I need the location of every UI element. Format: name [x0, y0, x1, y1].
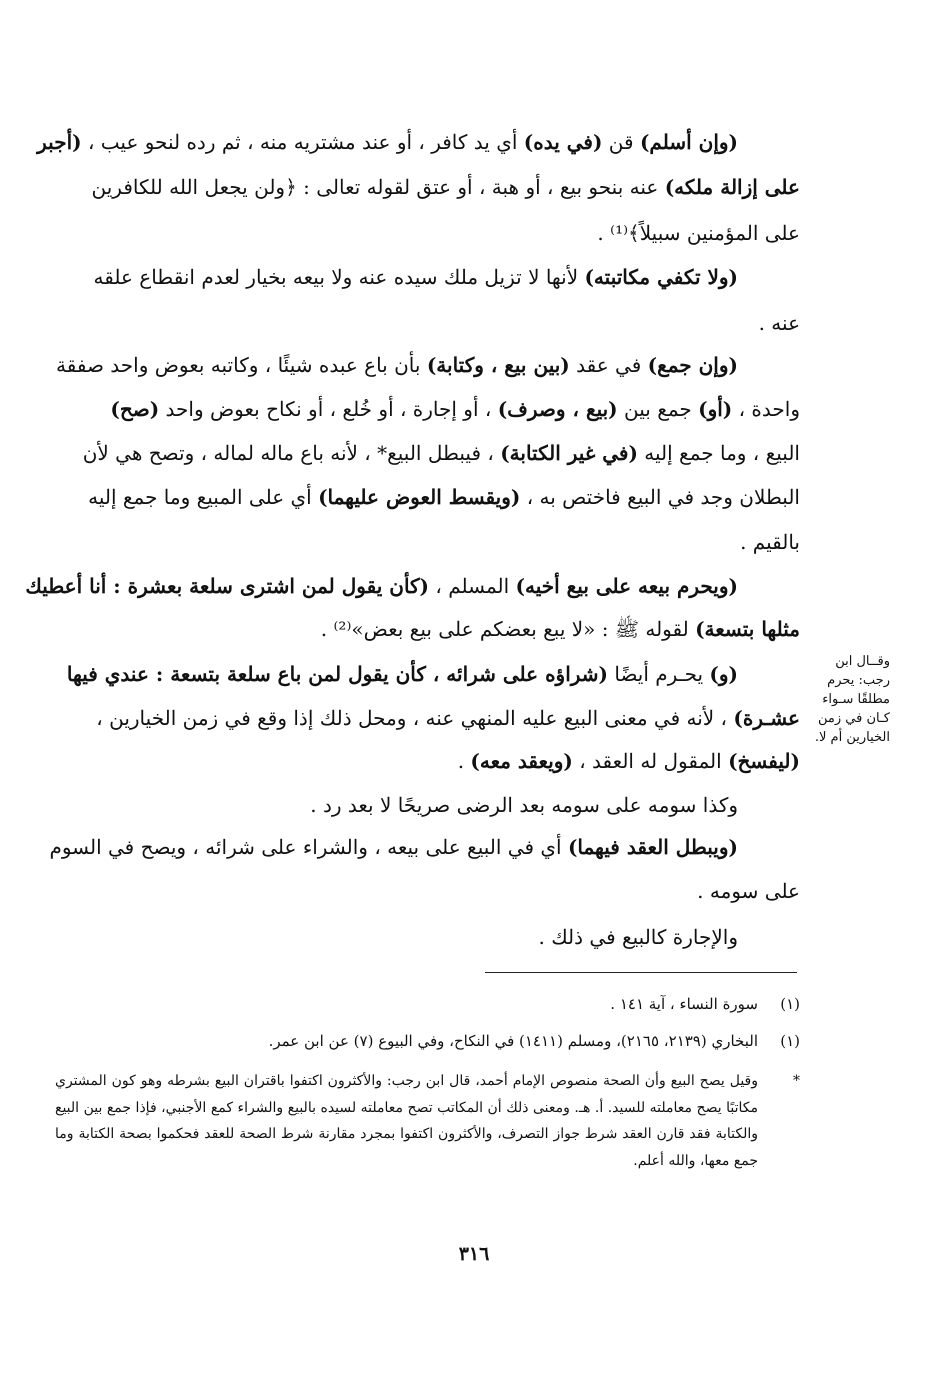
bold-phrase: (كأن يقول لمن اشترى سلعة بعشرة : أنا أعطيك [25, 574, 430, 598]
text-run: أي في البيع على بيعه ، والشراء على شرائه ، ويصح في السوم [49, 835, 568, 859]
text-line [55, 308, 800, 340]
text-run: ، فيبطل البيع* ، لأنه باع ماله لماله ، وتصح هي لأن [82, 441, 501, 465]
text-run: والإجارة كالبيع في ذلك . [538, 925, 738, 949]
text-run: البطلان وجد في البيع فاختص به ، [520, 485, 800, 509]
bold-phrase: (شراؤه على شرائه ، كأن يقول لمن باع سلعة بتسعة : عندي فيها [66, 662, 609, 686]
text-run: المسلم ، [429, 574, 516, 598]
bold-phrase: (ويحرم بيعه على بيع أخيه) [515, 574, 738, 598]
bold-phrase: (ولا تكفي مكاتبته) [584, 265, 738, 289]
text-run: وكذا سومه على سومه بعد الرضى صريحًا لا بعد رد . [310, 793, 738, 817]
footnote-text: سورة النساء ، آية ١٤١ . [610, 995, 758, 1013]
text-line [55, 482, 800, 514]
text-line [55, 746, 800, 778]
footnote-2 [55, 1028, 800, 1054]
text-line [55, 659, 800, 691]
text-line [55, 262, 800, 294]
text-run: على سومه . [697, 879, 800, 903]
bold-phrase: (ويبطل العقد فيهما) [567, 835, 738, 859]
bold-phrase: عشـرة) [733, 706, 800, 730]
text-run: لقوله ﷺ : «لا يبع بعضكم على بيع بعض» [351, 617, 696, 641]
text-run: واحدة ، [732, 397, 800, 421]
text-run: جمع بين [617, 397, 699, 421]
text-line [55, 614, 800, 646]
bold-phrase: (ويقسط العوض عليهما) [318, 485, 521, 509]
text-line [55, 703, 800, 735]
bold-phrase: (بيع ، وصرف) [497, 397, 618, 421]
page-number: ٣١٦ [458, 1243, 490, 1265]
bold-phrase: (أو) [698, 397, 733, 421]
text-run: يحـرم أيضًا [608, 662, 710, 686]
text-run: أي على المبيع وما جمع إليه [88, 485, 319, 509]
text-run: . [457, 749, 471, 773]
text-line [49, 832, 800, 864]
text-line [55, 350, 800, 382]
margin-note: وقــال ابن رجب: يحرم مطلقًا سـواء كـان في زمن الخيارين أم لا. [814, 654, 890, 745]
text-line [55, 790, 800, 822]
text-run: البيع ، وما جمع إليه [637, 441, 800, 465]
text-run: قن [602, 130, 640, 154]
footnote-divider [485, 972, 797, 973]
text-run: ، أو إجارة ، أو خُلع ، أو نكاح بعوض واحد [159, 397, 498, 421]
bold-phrase: (أجبر [37, 130, 82, 154]
footnote-text: البخاري (٢١٣٩، ٢١٦٥)، ومسلم (١٤١١) في النكاح، وفي البيوع (٧) عن ابن عمر. [268, 1032, 758, 1050]
bold-phrase: (في غير الكتابة) [500, 441, 638, 465]
bold-phrase: (بين بيع ، وكتابة) [426, 353, 570, 377]
text-line [55, 527, 800, 559]
text-run: المقول له العقد ، [572, 749, 729, 773]
text-run: ، لأنه في معنى البيع عليه المنهي عنه ، ومحل ذلك إذا وقع في زمن الخيارين ، [96, 706, 734, 730]
bold-phrase: (وإن جمع) [647, 353, 738, 377]
text-line [55, 438, 800, 470]
text-run: في عقد [569, 353, 648, 377]
bold-phrase: (ليفسخ) [728, 749, 800, 773]
bold-phrase: (ويعقد معه) [470, 749, 573, 773]
text-run: ⁽²⁾ . [320, 617, 352, 641]
bold-phrase: (و) [709, 662, 738, 686]
text-run: عنه بنحو بيع ، أو هبة ، أو عتق لقوله تعالى : ﴿ولن يجعل الله للكافرين [91, 175, 665, 199]
text-run: عنه . [758, 311, 800, 335]
footnote-number: (١) [780, 1032, 800, 1050]
text-run: لأنها لا تزيل ملك سيده عنه ولا بيعه بخيار لعدم انقطاع علقه [93, 265, 585, 289]
bold-phrase: (صح) [110, 397, 160, 421]
text-line [55, 922, 800, 954]
bold-phrase: (في يده) [523, 130, 603, 154]
text-line [55, 172, 800, 204]
footnote-number: (١) [780, 995, 800, 1013]
text-line [55, 876, 800, 908]
text-line [55, 218, 800, 250]
star-marker: * [793, 1073, 800, 1089]
text-run: بالقيم . [740, 530, 800, 554]
text-run: ⁽¹⁾ . [597, 221, 629, 245]
text-line [37, 127, 800, 159]
bold-phrase: مثلها بتسعة) [695, 617, 800, 641]
text-run: على المؤمنين سبيلاً﴾ [628, 221, 800, 245]
bold-phrase: (وإن أسلم) [639, 130, 738, 154]
text-line [55, 394, 800, 426]
bold-phrase: على إزالة ملكه) [664, 175, 800, 199]
text-run: أي يد كافر ، أو عند مشتريه منه ، ثم رده لنحو عيب ، [81, 130, 524, 154]
starred-note-text: وقيل يصح البيع وأن الصحة منصوص الإمام أحمد، قال ابن رجب: والأكثرون اكتفوا باقتران البيع بشرطه وهو كون المشتري مكاتبًا يصح معاملته للسيد. أ. هـ. ومعنى ذلك أن المكاتب تصح معاملته لسيده بالبيع والشراء كمع الأجنبي، فإذا جمع بين البيع والكتابة فقد قارن العقد شرط جواز التصرف، والأكثرون اكتفوا بمجرد مقارنة شرط الصحة للعقد فحكموا بصحة الكتابة وما جمع معها، والله أعلم. [55, 1073, 758, 1169]
footnote-1 [55, 991, 800, 1017]
starred-note [55, 1068, 800, 1174]
text-line [25, 571, 800, 603]
text-run: بأن باع عبده شيئًا ، وكاتبه بعوض واحد صفقة [55, 353, 427, 377]
